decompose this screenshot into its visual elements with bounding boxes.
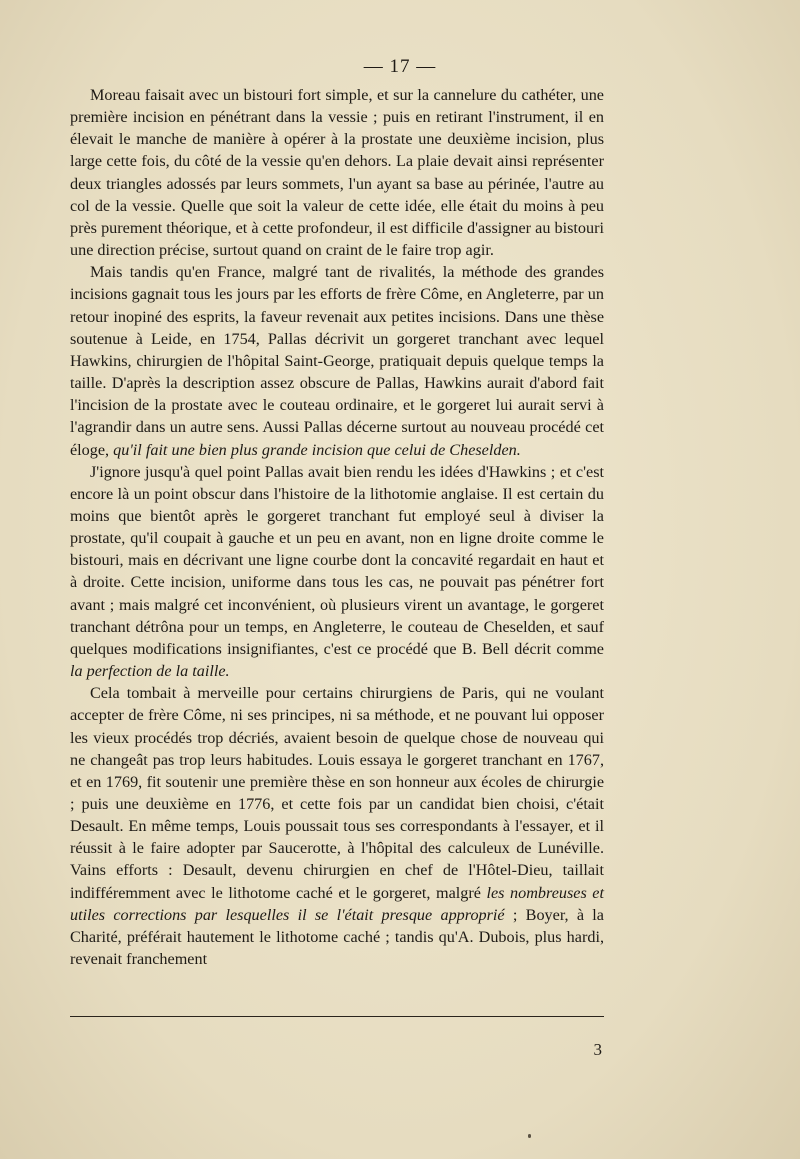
paragraph <box>70 461 604 683</box>
text-run: Cela tombait à merveille pour certains chirurgiens de Paris, qui ne voulant accepter de frère Côme, ni ses principes, ni sa méthode, et ne pouvant lui opposer les vieux procédés trop décriés, avaient besoin de quelque chose de nouveau qui ne changeât pas trop leurs habitudes. Louis essaya le gorgeret tranchant en 1767, et en 1769, fit soutenir une première thèse en son honneur aux écoles de chirurgie ; puis une deuxième en 1776, et cette fois par un candidat bien choisi, c'était Desault. En même temps, Louis poussait tous ses correspondants à l'essayer, et il réussit à le faire adopter par Saucerotte, à l'hôpital des calculeux de Lunéville. Vains efforts : Desault, devenu chirurgien en chef de l'Hôtel-Dieu, taillait indifféremment avec le lithotome caché et le gorgeret, malgré <box>70 684 604 902</box>
text-run: ; Boyer, à la Charité, préférait hautement le lithotome caché ; tandis qu'A. Dubois, plus hardi, revenait franchement <box>70 905 604 969</box>
paragraph <box>70 682 604 970</box>
body-text <box>70 84 604 970</box>
italic-text: la perfection de la taille. <box>70 662 230 681</box>
ink-speck <box>528 1134 531 1138</box>
bottom-rule <box>70 1016 604 1017</box>
text-run: Moreau faisait avec un bistouri fort simple, et sur la cannelure du cathéter, une première incision en pénétrant dans la vessie ; puis en retirant l'instrument, il en élevait le manche de manière à opérer à la prostate une deuxième incision, plus large cette fois, du côté de la vessie qu'en dehors. La plaie devait ainsi représenter deux triangles adossés par leurs sommets, l'un ayant sa base au périnée, l'autre au col de la vessie. Quelle que soit la valeur de cette idée, elle était du moins à peu près purement théorique, et à cette profondeur, il est difficile d'assigner au bistouri une direction précise, surtout quand on craint de le faire trop agir. <box>70 86 604 260</box>
text-run: Mais tandis qu'en France, malgré tant de rivalités, la méthode des grandes incisions gagnait tous les jours par les efforts de frère Côme, en Angleterre, par un retour inopiné des esprits, la faveur revenait aux petites incisions. Dans une thèse soutenue à Leide, en 1754, Pallas décrivit un gorgeret tranchant avec lequel Hawkins, chirurgien de l'hôpital Saint-George, pratiquait depuis quelque temps la taille. D'après la description assez obscure de Pallas, Hawkins aurait d'abord fait l'incision de la prostate avec le couteau ordinaire, et le gorgeret lui aurait servi à l'agrandir dans un autre sens. Aussi Pallas décerne surtout au nouveau procédé cet éloge, <box>70 263 604 459</box>
page-number: — 17 — <box>363 56 437 77</box>
paragraph <box>70 261 604 460</box>
text-run: J'ignore jusqu'à quel point Pallas avait bien rendu les idées d'Hawkins ; et c'est encore là un point obscur dans l'histoire de la lithotomie anglaise. Il est certain du moins que bientôt après le gorgeret tranchant fut employé seul à diviser la prostate, qu'il coupait à gauche et un peu en avant, non en ligne droite comme le bistouri, mais en décrivant une ligne courbe dont la concavité regardait en haut et à droite. Cette incision, uniforme dans tous les cas, ne pouvait pas pénétrer fort avant ; mais malgré cet inconvénient, où plusieurs virent un avantage, le gorgeret tranchant détrôna pour un temps, en Angleterre, le couteau de Cheselden, et sauf quelques modifications insignifiantes, c'est ce procédé que B. Bell décrit comme <box>70 462 604 658</box>
signature-mark: 3 <box>593 1040 602 1059</box>
paragraph <box>70 84 604 261</box>
italic-text: les nombreuses et utiles corrections par lesquelles il se l'était presque approprié <box>70 883 604 924</box>
italic-text: qu'il fait une bien plus grande incision que celui de Cheselden. <box>113 440 521 459</box>
